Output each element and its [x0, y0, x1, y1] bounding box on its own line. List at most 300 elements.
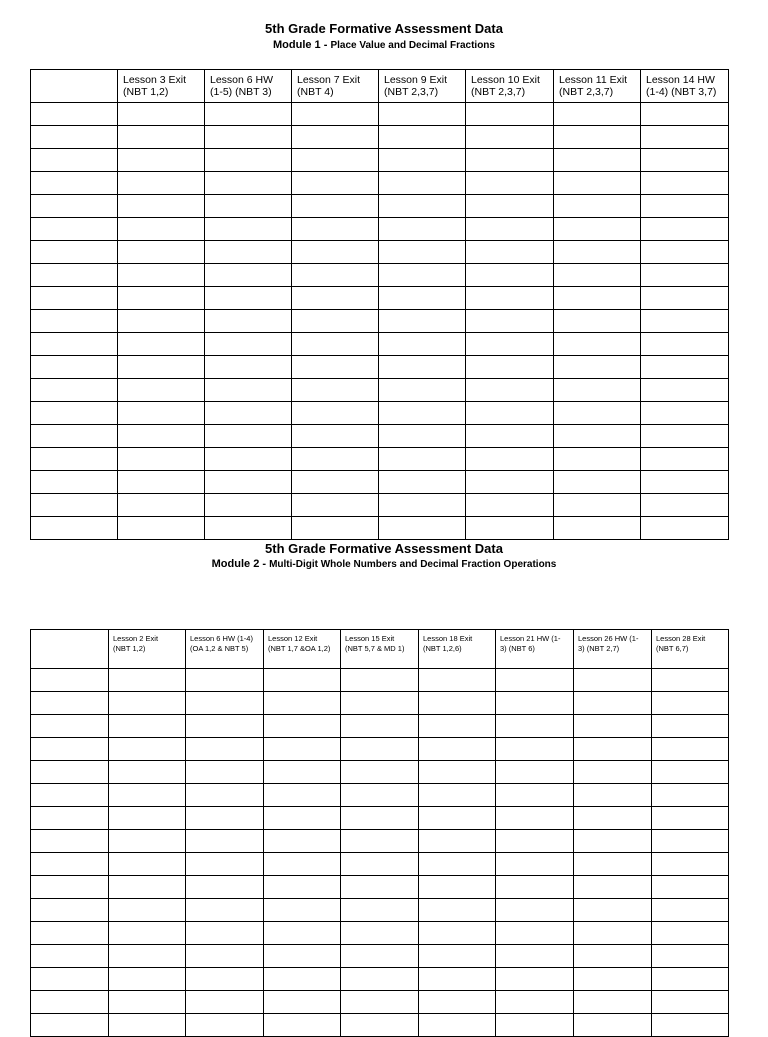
score-cell[interactable]: [205, 425, 292, 448]
student-name-cell[interactable]: [31, 149, 118, 172]
score-cell[interactable]: [186, 922, 264, 945]
score-cell[interactable]: [264, 922, 341, 945]
score-cell[interactable]: [118, 471, 205, 494]
score-cell[interactable]: [186, 669, 264, 692]
score-cell[interactable]: [641, 471, 729, 494]
score-cell[interactable]: [292, 172, 379, 195]
score-cell[interactable]: [574, 991, 652, 1014]
score-cell[interactable]: [379, 149, 466, 172]
score-cell[interactable]: [652, 784, 729, 807]
student-name-cell[interactable]: [31, 356, 118, 379]
score-cell[interactable]: [341, 761, 419, 784]
score-cell[interactable]: [205, 356, 292, 379]
score-cell[interactable]: [379, 494, 466, 517]
score-cell[interactable]: [554, 218, 641, 241]
score-cell[interactable]: [118, 425, 205, 448]
score-cell[interactable]: [419, 807, 496, 830]
score-cell[interactable]: [574, 669, 652, 692]
score-cell[interactable]: [652, 807, 729, 830]
score-cell[interactable]: [205, 264, 292, 287]
student-name-cell[interactable]: [31, 494, 118, 517]
score-cell[interactable]: [186, 692, 264, 715]
score-cell[interactable]: [264, 945, 341, 968]
score-cell[interactable]: [205, 517, 292, 540]
score-cell[interactable]: [574, 853, 652, 876]
score-cell[interactable]: [496, 1014, 574, 1037]
score-cell[interactable]: [292, 379, 379, 402]
score-cell[interactable]: [186, 945, 264, 968]
score-cell[interactable]: [554, 241, 641, 264]
score-cell[interactable]: [379, 287, 466, 310]
score-cell[interactable]: [379, 356, 466, 379]
score-cell[interactable]: [466, 310, 554, 333]
score-cell[interactable]: [554, 471, 641, 494]
score-cell[interactable]: [205, 218, 292, 241]
student-name-cell[interactable]: [31, 899, 109, 922]
score-cell[interactable]: [264, 899, 341, 922]
score-cell[interactable]: [574, 738, 652, 761]
score-cell[interactable]: [292, 310, 379, 333]
score-cell[interactable]: [205, 333, 292, 356]
score-cell[interactable]: [205, 172, 292, 195]
score-cell[interactable]: [205, 402, 292, 425]
score-cell[interactable]: [419, 784, 496, 807]
student-name-cell[interactable]: [31, 379, 118, 402]
score-cell[interactable]: [341, 738, 419, 761]
score-cell[interactable]: [419, 669, 496, 692]
score-cell[interactable]: [118, 333, 205, 356]
score-cell[interactable]: [205, 310, 292, 333]
student-name-cell[interactable]: [31, 784, 109, 807]
score-cell[interactable]: [574, 968, 652, 991]
student-name-cell[interactable]: [31, 448, 118, 471]
student-name-cell[interactable]: [31, 195, 118, 218]
score-cell[interactable]: [264, 830, 341, 853]
score-cell[interactable]: [641, 103, 729, 126]
score-cell[interactable]: [496, 715, 574, 738]
score-cell[interactable]: [574, 899, 652, 922]
score-cell[interactable]: [118, 172, 205, 195]
score-cell[interactable]: [379, 195, 466, 218]
score-cell[interactable]: [466, 379, 554, 402]
score-cell[interactable]: [652, 761, 729, 784]
column-header: Lesson 10 Exit (NBT 2,3,7): [466, 70, 554, 103]
score-cell[interactable]: [641, 402, 729, 425]
score-cell[interactable]: [292, 356, 379, 379]
score-cell[interactable]: [574, 784, 652, 807]
student-name-cell[interactable]: [31, 715, 109, 738]
student-name-cell[interactable]: [31, 103, 118, 126]
score-cell[interactable]: [466, 448, 554, 471]
score-cell[interactable]: [554, 287, 641, 310]
score-cell[interactable]: [341, 991, 419, 1014]
score-cell[interactable]: [109, 669, 186, 692]
score-cell[interactable]: [641, 126, 729, 149]
score-cell[interactable]: [341, 830, 419, 853]
student-name-cell[interactable]: [31, 991, 109, 1014]
score-cell[interactable]: [466, 287, 554, 310]
score-cell[interactable]: [641, 333, 729, 356]
score-cell[interactable]: [652, 991, 729, 1014]
score-cell[interactable]: [574, 692, 652, 715]
score-cell[interactable]: [341, 669, 419, 692]
score-cell[interactable]: [264, 991, 341, 1014]
score-cell[interactable]: [652, 853, 729, 876]
score-cell[interactable]: [652, 715, 729, 738]
score-cell[interactable]: [496, 784, 574, 807]
student-name-cell[interactable]: [31, 425, 118, 448]
score-cell[interactable]: [419, 738, 496, 761]
score-cell[interactable]: [496, 830, 574, 853]
score-cell[interactable]: [118, 517, 205, 540]
score-cell[interactable]: [466, 517, 554, 540]
score-cell[interactable]: [554, 264, 641, 287]
score-cell[interactable]: [554, 126, 641, 149]
score-cell[interactable]: [118, 103, 205, 126]
score-cell[interactable]: [641, 356, 729, 379]
score-cell[interactable]: [419, 945, 496, 968]
score-cell[interactable]: [109, 738, 186, 761]
score-cell[interactable]: [466, 264, 554, 287]
score-cell[interactable]: [186, 991, 264, 1014]
score-cell[interactable]: [292, 149, 379, 172]
score-cell[interactable]: [341, 945, 419, 968]
score-cell[interactable]: [379, 471, 466, 494]
score-cell[interactable]: [341, 853, 419, 876]
score-cell[interactable]: [652, 876, 729, 899]
score-cell[interactable]: [641, 448, 729, 471]
score-cell[interactable]: [466, 402, 554, 425]
score-cell[interactable]: [641, 425, 729, 448]
score-cell[interactable]: [341, 876, 419, 899]
student-name-cell[interactable]: [31, 126, 118, 149]
score-cell[interactable]: [109, 945, 186, 968]
score-cell[interactable]: [379, 448, 466, 471]
student-name-cell[interactable]: [31, 517, 118, 540]
score-cell[interactable]: [641, 149, 729, 172]
score-cell[interactable]: [496, 991, 574, 1014]
score-cell[interactable]: [466, 241, 554, 264]
score-cell[interactable]: [205, 448, 292, 471]
score-cell[interactable]: [379, 402, 466, 425]
score-cell[interactable]: [554, 425, 641, 448]
column-header: Lesson 9 Exit (NBT 2,3,7): [379, 70, 466, 103]
student-name-cell[interactable]: [31, 669, 109, 692]
score-cell[interactable]: [466, 103, 554, 126]
score-cell[interactable]: [554, 195, 641, 218]
student-name-cell[interactable]: [31, 922, 109, 945]
student-name-cell[interactable]: [31, 830, 109, 853]
student-name-cell[interactable]: [31, 738, 109, 761]
score-cell[interactable]: [554, 356, 641, 379]
section2-module-name: Multi-Digit Whole Numbers and Decimal Fraction Operations: [269, 559, 557, 570]
score-cell[interactable]: [341, 968, 419, 991]
score-cell[interactable]: [109, 784, 186, 807]
score-cell[interactable]: [292, 333, 379, 356]
score-cell[interactable]: [186, 899, 264, 922]
score-cell[interactable]: [554, 172, 641, 195]
score-cell[interactable]: [292, 103, 379, 126]
score-cell[interactable]: [264, 1014, 341, 1037]
score-cell[interactable]: [264, 738, 341, 761]
score-cell[interactable]: [341, 784, 419, 807]
score-cell[interactable]: [496, 807, 574, 830]
score-cell[interactable]: [652, 899, 729, 922]
score-cell[interactable]: [496, 968, 574, 991]
score-cell[interactable]: [118, 310, 205, 333]
score-cell[interactable]: [118, 195, 205, 218]
student-name-cell[interactable]: [31, 945, 109, 968]
score-cell[interactable]: [186, 876, 264, 899]
score-cell[interactable]: [574, 830, 652, 853]
score-cell[interactable]: [641, 310, 729, 333]
score-cell[interactable]: [419, 991, 496, 1014]
score-cell[interactable]: [292, 264, 379, 287]
student-name-cell[interactable]: [31, 853, 109, 876]
score-cell[interactable]: [379, 379, 466, 402]
score-cell[interactable]: [186, 830, 264, 853]
score-cell[interactable]: [118, 149, 205, 172]
score-cell[interactable]: [652, 669, 729, 692]
score-cell[interactable]: [419, 853, 496, 876]
score-cell[interactable]: [652, 922, 729, 945]
score-cell[interactable]: [419, 715, 496, 738]
score-cell[interactable]: [496, 738, 574, 761]
score-cell[interactable]: [109, 922, 186, 945]
score-cell[interactable]: [109, 715, 186, 738]
student-name-cell[interactable]: [31, 333, 118, 356]
score-cell[interactable]: [264, 876, 341, 899]
score-cell[interactable]: [292, 218, 379, 241]
score-cell[interactable]: [264, 692, 341, 715]
score-cell[interactable]: [554, 517, 641, 540]
score-cell[interactable]: [419, 692, 496, 715]
score-cell[interactable]: [264, 807, 341, 830]
score-cell[interactable]: [496, 922, 574, 945]
score-cell[interactable]: [554, 379, 641, 402]
score-cell[interactable]: [574, 807, 652, 830]
score-cell[interactable]: [496, 899, 574, 922]
score-cell[interactable]: [652, 830, 729, 853]
score-cell[interactable]: [641, 218, 729, 241]
score-cell[interactable]: [419, 968, 496, 991]
score-cell[interactable]: [419, 830, 496, 853]
score-cell[interactable]: [292, 287, 379, 310]
score-cell[interactable]: [292, 126, 379, 149]
score-cell[interactable]: [641, 241, 729, 264]
score-cell[interactable]: [466, 356, 554, 379]
score-cell[interactable]: [379, 218, 466, 241]
score-cell[interactable]: [652, 1014, 729, 1037]
score-cell[interactable]: [379, 126, 466, 149]
score-cell[interactable]: [554, 333, 641, 356]
score-cell[interactable]: [292, 471, 379, 494]
score-cell[interactable]: [379, 517, 466, 540]
score-cell[interactable]: [109, 899, 186, 922]
score-cell[interactable]: [264, 784, 341, 807]
score-cell[interactable]: [419, 876, 496, 899]
student-name-cell[interactable]: [31, 172, 118, 195]
score-cell[interactable]: [379, 103, 466, 126]
student-name-cell[interactable]: [31, 968, 109, 991]
score-cell[interactable]: [118, 241, 205, 264]
score-cell[interactable]: [264, 715, 341, 738]
score-cell[interactable]: [641, 195, 729, 218]
score-cell[interactable]: [466, 333, 554, 356]
student-name-cell[interactable]: [31, 1014, 109, 1037]
score-cell[interactable]: [186, 807, 264, 830]
score-cell[interactable]: [466, 126, 554, 149]
score-cell[interactable]: [379, 264, 466, 287]
score-cell[interactable]: [118, 494, 205, 517]
score-cell[interactable]: [379, 310, 466, 333]
score-cell[interactable]: [118, 402, 205, 425]
score-cell[interactable]: [118, 126, 205, 149]
score-cell[interactable]: [109, 968, 186, 991]
score-cell[interactable]: [554, 448, 641, 471]
score-cell[interactable]: [554, 310, 641, 333]
student-name-cell[interactable]: [31, 402, 118, 425]
score-cell[interactable]: [118, 264, 205, 287]
score-cell[interactable]: [466, 149, 554, 172]
score-cell[interactable]: [264, 761, 341, 784]
score-cell[interactable]: [186, 1014, 264, 1037]
score-cell[interactable]: [109, 692, 186, 715]
score-cell[interactable]: [109, 991, 186, 1014]
score-cell[interactable]: [641, 172, 729, 195]
score-cell[interactable]: [118, 356, 205, 379]
score-cell[interactable]: [574, 945, 652, 968]
score-cell[interactable]: [341, 1014, 419, 1037]
score-cell[interactable]: [109, 1014, 186, 1037]
score-cell[interactable]: [574, 922, 652, 945]
score-cell[interactable]: [118, 218, 205, 241]
score-cell[interactable]: [205, 195, 292, 218]
score-cell[interactable]: [109, 830, 186, 853]
score-cell[interactable]: [186, 853, 264, 876]
score-cell[interactable]: [419, 761, 496, 784]
score-cell[interactable]: [205, 126, 292, 149]
score-cell[interactable]: [205, 149, 292, 172]
score-cell[interactable]: [379, 172, 466, 195]
score-cell[interactable]: [379, 241, 466, 264]
score-cell[interactable]: [186, 761, 264, 784]
score-cell[interactable]: [496, 692, 574, 715]
score-cell[interactable]: [292, 195, 379, 218]
score-cell[interactable]: [419, 899, 496, 922]
score-cell[interactable]: [205, 471, 292, 494]
score-cell[interactable]: [641, 287, 729, 310]
score-cell[interactable]: [379, 425, 466, 448]
score-cell[interactable]: [186, 738, 264, 761]
student-name-cell[interactable]: [31, 761, 109, 784]
score-cell[interactable]: [341, 922, 419, 945]
score-cell[interactable]: [292, 517, 379, 540]
score-cell[interactable]: [466, 218, 554, 241]
score-cell[interactable]: [554, 103, 641, 126]
score-cell[interactable]: [205, 494, 292, 517]
score-cell[interactable]: [341, 692, 419, 715]
student-name-cell[interactable]: [31, 471, 118, 494]
student-name-cell[interactable]: [31, 287, 118, 310]
score-cell[interactable]: [574, 715, 652, 738]
student-name-cell[interactable]: [31, 241, 118, 264]
score-cell[interactable]: [186, 715, 264, 738]
score-cell[interactable]: [205, 287, 292, 310]
student-name-cell[interactable]: [31, 264, 118, 287]
score-cell[interactable]: [641, 517, 729, 540]
student-name-cell[interactable]: [31, 218, 118, 241]
score-cell[interactable]: [641, 379, 729, 402]
student-name-cell[interactable]: [31, 807, 109, 830]
score-cell[interactable]: [419, 1014, 496, 1037]
score-cell[interactable]: [466, 425, 554, 448]
score-cell[interactable]: [574, 761, 652, 784]
score-cell[interactable]: [496, 945, 574, 968]
score-cell[interactable]: [264, 853, 341, 876]
score-cell[interactable]: [652, 738, 729, 761]
score-cell[interactable]: [574, 1014, 652, 1037]
score-cell[interactable]: [496, 853, 574, 876]
score-cell[interactable]: [466, 471, 554, 494]
student-name-cell[interactable]: [31, 876, 109, 899]
score-cell[interactable]: [186, 968, 264, 991]
student-name-cell[interactable]: [31, 310, 118, 333]
score-cell[interactable]: [264, 669, 341, 692]
score-cell[interactable]: [109, 807, 186, 830]
score-cell[interactable]: [341, 715, 419, 738]
score-cell[interactable]: [341, 899, 419, 922]
score-cell[interactable]: [109, 761, 186, 784]
score-cell[interactable]: [496, 669, 574, 692]
score-cell[interactable]: [109, 853, 186, 876]
score-cell[interactable]: [554, 494, 641, 517]
score-cell[interactable]: [292, 402, 379, 425]
score-cell[interactable]: [466, 172, 554, 195]
score-cell[interactable]: [554, 149, 641, 172]
score-cell[interactable]: [186, 784, 264, 807]
score-cell[interactable]: [292, 241, 379, 264]
score-cell[interactable]: [496, 761, 574, 784]
score-cell[interactable]: [205, 241, 292, 264]
score-cell[interactable]: [118, 379, 205, 402]
score-cell[interactable]: [109, 876, 186, 899]
score-cell[interactable]: [466, 195, 554, 218]
score-cell[interactable]: [419, 922, 496, 945]
student-name-cell[interactable]: [31, 692, 109, 715]
score-cell[interactable]: [292, 448, 379, 471]
score-cell[interactable]: [652, 968, 729, 991]
score-cell[interactable]: [205, 103, 292, 126]
score-cell[interactable]: [118, 448, 205, 471]
score-cell[interactable]: [652, 692, 729, 715]
score-cell[interactable]: [341, 807, 419, 830]
table-row: [31, 333, 729, 356]
score-cell[interactable]: [641, 264, 729, 287]
score-cell[interactable]: [554, 402, 641, 425]
score-cell[interactable]: [264, 968, 341, 991]
score-cell[interactable]: [652, 945, 729, 968]
score-cell[interactable]: [496, 876, 574, 899]
score-cell[interactable]: [205, 379, 292, 402]
score-cell[interactable]: [292, 425, 379, 448]
score-cell[interactable]: [292, 494, 379, 517]
score-cell[interactable]: [466, 494, 554, 517]
score-cell[interactable]: [118, 287, 205, 310]
score-cell[interactable]: [641, 494, 729, 517]
score-cell[interactable]: [574, 876, 652, 899]
score-cell[interactable]: [379, 333, 466, 356]
